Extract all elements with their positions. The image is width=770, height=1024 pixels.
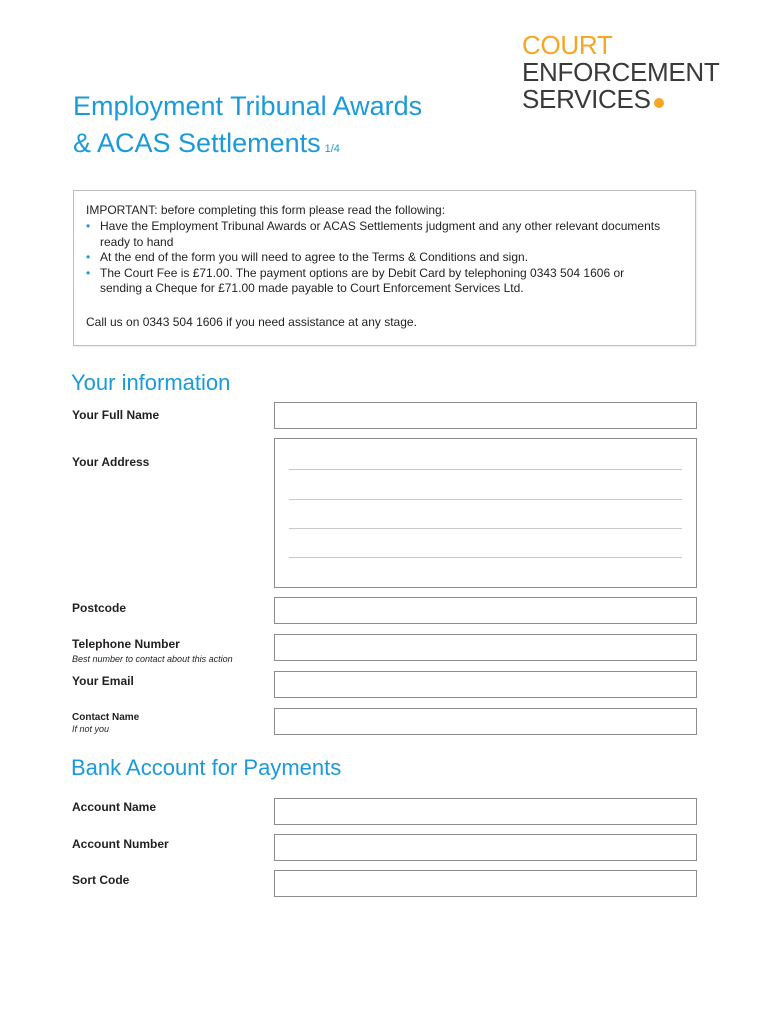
sort-code-input[interactable] <box>275 871 696 896</box>
email-field[interactable] <box>274 671 697 698</box>
sort-code-label: Sort Code <box>72 873 130 887</box>
contact-name-field[interactable] <box>274 708 697 735</box>
sort-code-field[interactable] <box>274 870 697 897</box>
bullet-icon: • <box>86 265 91 280</box>
title-line-2 <box>73 125 422 168</box>
email-label: Your Email <box>72 674 134 688</box>
notice-item <box>86 266 666 297</box>
telephone-input[interactable] <box>275 635 696 660</box>
postcode-field[interactable] <box>274 597 697 624</box>
bullet-icon: • <box>86 219 91 233</box>
notice-list <box>86 219 666 297</box>
contact-name-input[interactable] <box>275 709 696 734</box>
notice-item-text: The Court Fee is £71.00. The payment options are by Debit Card by telephoning 0343 504 1606 or sending a Cheque for £71.00 made payable to Court Enforcement Services Ltd. <box>100 265 625 296</box>
logo-dot-icon <box>654 98 664 108</box>
telephone-field[interactable] <box>274 634 697 661</box>
important-notice-box <box>73 190 696 346</box>
account-name-label: Account Name <box>72 800 157 814</box>
notice-item <box>86 250 666 266</box>
bank-account-heading: Bank Account for Payments <box>71 755 342 780</box>
company-logo <box>522 32 719 113</box>
notice-item-text: Have the Employment Tribunal Awards or ACAS Settlements judgment and any other relevant documents ready to hand <box>100 219 661 249</box>
address-label: Your Address <box>72 455 150 469</box>
your-information-heading: Your information <box>71 370 231 395</box>
telephone-hint: Best number to contact about this action <box>72 654 233 664</box>
contact-name-hint: If not you <box>72 724 110 734</box>
address-line-1[interactable] <box>289 469 682 470</box>
account-number-field[interactable] <box>274 834 697 861</box>
contact-name-label: Contact Name <box>72 712 140 723</box>
page-title <box>73 88 422 168</box>
bullet-icon: • <box>86 250 91 265</box>
account-number-label: Account Number <box>72 837 169 851</box>
email-input[interactable] <box>275 672 696 697</box>
account-name-field[interactable] <box>274 798 697 825</box>
title-line-1: Employment Tribunal Awards <box>73 91 423 121</box>
account-number-input[interactable] <box>275 835 696 860</box>
logo-services-text: SERVICES <box>522 84 651 114</box>
notice-call-us: Call us on 0343 504 1606 if you need assistance at any stage. <box>86 315 417 329</box>
telephone-label: Telephone Number <box>72 637 180 651</box>
address-field[interactable] <box>274 438 697 588</box>
postcode-input[interactable] <box>275 598 696 623</box>
address-line-2[interactable] <box>289 499 682 500</box>
full-name-input[interactable] <box>275 403 696 428</box>
postcode-label: Postcode <box>72 601 127 615</box>
logo-line-services <box>522 86 719 113</box>
address-line-3[interactable] <box>289 528 682 529</box>
address-line-4[interactable] <box>289 557 682 558</box>
title-line-2-text: & ACAS Settlements <box>73 128 321 158</box>
page-indicator: 1/4 <box>324 143 340 155</box>
full-name-label: Your Full Name <box>72 408 160 422</box>
notice-item-text: At the end of the form you will need to agree to the Terms & Conditions and sign. <box>100 250 529 265</box>
notice-item <box>86 219 666 250</box>
notice-intro: IMPORTANT: before completing this form please read the following: <box>86 203 446 217</box>
full-name-field[interactable] <box>274 402 697 429</box>
account-name-input[interactable] <box>275 799 696 824</box>
logo-line-enforcement: ENFORCEMENT <box>522 57 720 87</box>
logo-line-court: COURT <box>522 30 613 60</box>
